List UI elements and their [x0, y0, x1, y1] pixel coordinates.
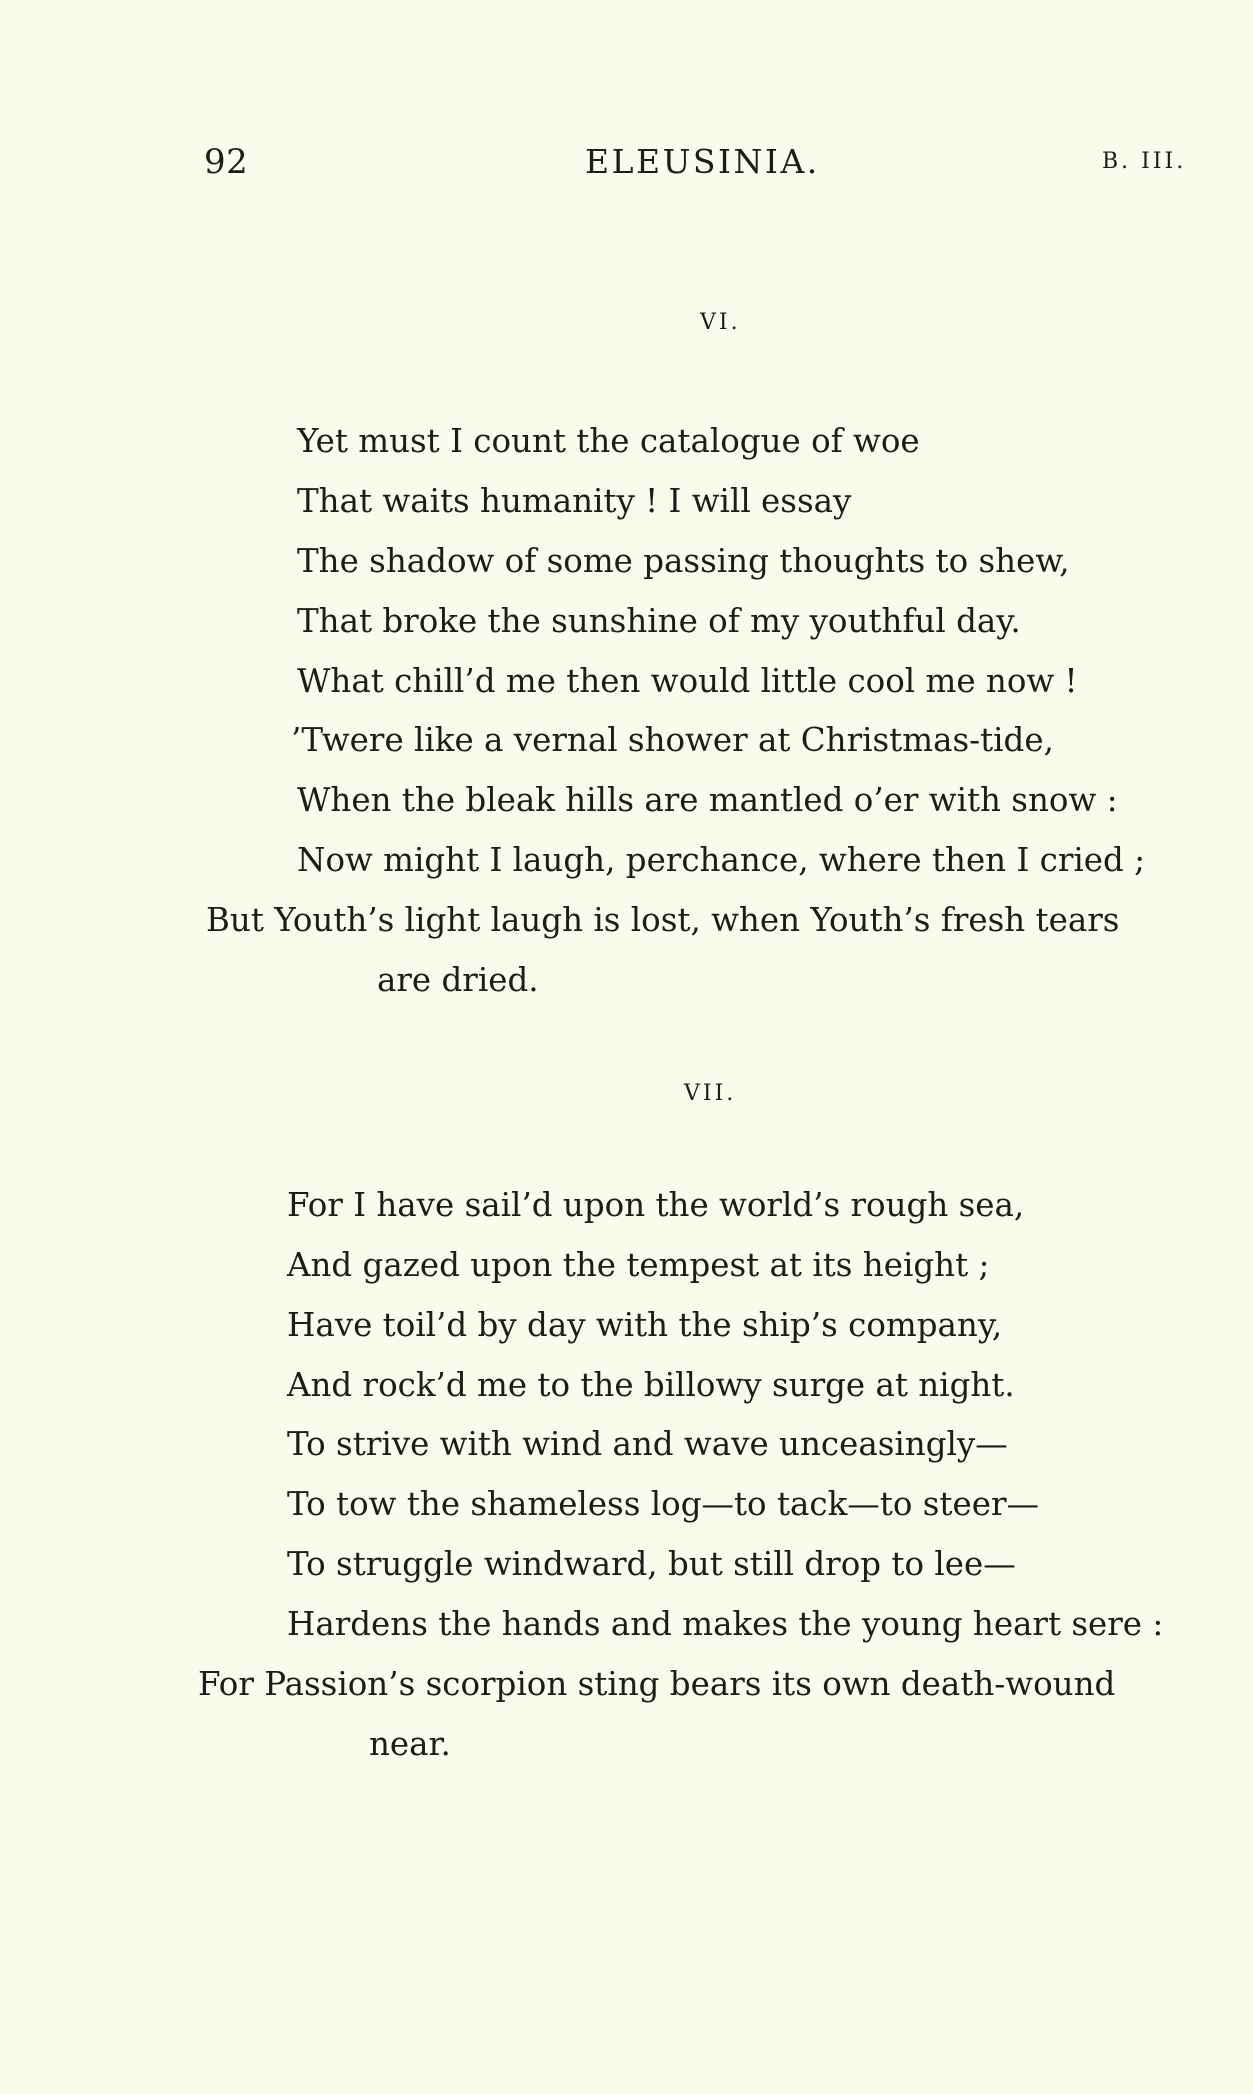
verse-line: To struggle windward, but still drop to lee— [287, 1545, 1016, 1583]
verse-line: The shadow of some passing thoughts to shew, [297, 542, 1070, 580]
verse-line: near. [369, 1725, 451, 1763]
verse-line: For Passion’s scorpion sting bears its own death-wound [198, 1665, 1116, 1703]
verse-line: But Youth’s light laugh is lost, when Youth’s fresh tears [206, 901, 1120, 939]
verse-line: ’Twere like a vernal shower at Christmas-tide, [291, 721, 1054, 759]
verse-line: To strive with wind and wave unceasingly— [287, 1425, 1008, 1463]
book-reference: B. III. [1102, 149, 1187, 174]
verse-line: To tow the shameless log—to tack—to steer— [287, 1485, 1039, 1523]
verse-line: Have toil’d by day with the ship’s company, [287, 1306, 1003, 1344]
stanza-number: VII. [684, 1081, 737, 1106]
verse-line: Yet must I count the catalogue of woe [297, 422, 920, 460]
verse-line: That broke the sunshine of my youthful day. [297, 602, 1021, 640]
verse-line: are dried. [377, 961, 539, 999]
verse-line: And gazed upon the tempest at its height ; [287, 1246, 990, 1284]
verse-line: That waits humanity ! I will essay [297, 482, 852, 520]
verse-line: And rock’d me to the billowy surge at night. [287, 1366, 1015, 1404]
verse-line: When the bleak hills are mantled o’er with snow : [297, 781, 1118, 819]
page-number: 92 [204, 142, 249, 182]
running-head [0, 142, 1253, 182]
verse-line: What chill’d me then would little cool me now ! [297, 662, 1078, 700]
verse-line: Now might I laugh, perchance, where then I cried ; [297, 841, 1146, 879]
running-title: ELEUSINIA. [585, 142, 820, 181]
verse-line: For I have sail’d upon the world’s rough sea, [287, 1186, 1025, 1224]
stanza-number: VI. [700, 310, 741, 335]
verse-line: Hardens the hands and makes the young heart sere : [287, 1605, 1164, 1643]
